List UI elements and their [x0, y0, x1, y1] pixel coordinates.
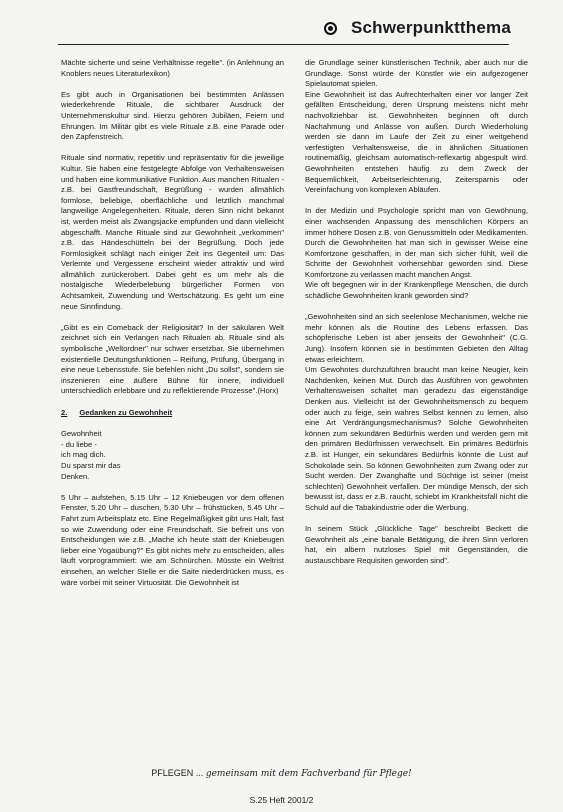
heading-number: 2. — [61, 407, 68, 417]
paragraph: In seinem Stück „Glückliche Tage" beschreibt Beckett die Gewohnheit als „eine banale Betätigung, die ihren Sinn verloren hat, ein albern nutzloses Spiel mit Gegenständen, die austauschbare Requisiten geworden sind". — [305, 524, 528, 565]
paragraph: die Grundlage seiner künstlerischen Technik, aber auch nur die Grundlage. Sonst würde der Künstler wie ein aufgezogener Spielautomat spielen. — [305, 58, 528, 89]
page-header — [324, 18, 511, 38]
paragraph: Es gibt auch in Organisationen bei bestimmten Anlässen wiederkehrende Rituale, die sichtbarer Ausdruck der Unternehmenskultur sind. Hierzu gehören Jubiläen, Feiern und Ehrungen. Im Militär gibt es viele Rituale z.B. eine Parade oder den Zapfenstreich. — [61, 89, 284, 142]
paragraph: „Gibt es ein Comeback der Religiosität? In der säkularen Welt zeichnet sich ein Verlangen nach Ritualen ab. Rituale sind als symbolische „Weltordner" nur schwer ersetzbar. Sie übernehmen existentielle Deutungsfunktionen – Reifung, Prüfung, Übergang in eine neue Lebensstufe. Sie befehlen nicht „Du sollst", sondern sie inszenieren eine äußere Bühne für innere, individuell unterschiedlich erlebbare und zu reflektierende Prozesse".(Horx) — [61, 322, 284, 396]
section-heading — [61, 408, 284, 419]
poem-line: Denken. — [61, 471, 90, 481]
quote-paragraph: „Gewohnheiten sind an sich seelenlose Mechanismen, welche nie mehr können als die Routine des Lebens erfassen. Das schöpferische Leben ist aber jenseits der Gewohnheit" (C.G. Jung). Insofern können sie in bestimmten Gebieten den Alltag etwas erleichtern. — [305, 312, 528, 364]
paragraph: 5 Uhr – aufstehen, 5.15 Uhr – 12 Kniebeugen vor dem offenen Fenster, 5.20 Uhr – duschen, 5.30 Uhr – frühstücken, 5.45 Uhr – Fahrt zum Arbeitsplatz etc. Eine Regelmäßigkeit gibt uns Halt, fast so wie Zuwendung oder eine Freundschaft. Sie befreit uns von Entscheidungen wie z.B. „Mache ich heute statt der Kniebeugen lieber eine Yogaübung?" Es gibt nichts mehr zu entscheiden, alles läuft vorprogrammiert: wie am Schnürchen. Müsste ein Weltrist einsehen, an welcher Stelle er die Saite niederdrücken muss, es wäre vorbei mit seiner Virtuosität. Die Gewohnheit ist — [61, 492, 284, 587]
footer-brand — [0, 768, 563, 779]
paragraph: Um Gewohntes durchzuführen braucht man keine Neugier, kein Nachdenken, keinen Mut. Durch das Ausführen von gewohnten Verhaltensweisen schaltet man geradezu das eigenständige Denken aus. Vielleicht ist der Gewohnheitsmensch zu bequem oder auch zu feige, sein wahres Selbst kennen zu lernen, also eine Art Verdrängungsmechanismus? Solche Gewohnheiten können zum sekundären Bedürfnis werden und werden gern mit den primären Bedürfnissen verwechselt. Ein primäres Bedürfnis z.B. ist Hunger, ein sekundäres Bedürfnis könnte die Lust auf Schokolade sein. So können Gewohnheiten zum Zwang oder zur Sucht werden. Der Zwanghafte und Süchtige ist seiner (meist schlechten) Gewohnheit verfallen. Der mündige Mensch, der sich bewusst ist, dass er z.B. raucht, schiebt im Krankheitsfall nicht die Schuld auf die Tabakindustrie oder die Werbung. — [305, 365, 528, 512]
paragraph: Mächte sicherte und seine Verhältnisse regelte". (in Anlehnung an Knoblers neues Literaturlexikon) — [61, 58, 284, 78]
poem-line: - du liebe - — [61, 439, 97, 449]
paragraph: In der Medizin und Psychologie spricht man von Gewöhnung, einer wachsenden Anpassung des menschlichen Körpers an immer höhere Dosen z.B. von Genussmitteln oder Medikamenten. Durch die Gewohnheiten hat man sich in gewisser Weise eine Komfortzone geschaffen, in der man sich sicher fühlt, weil die Schritte der Gewohnheit vorhersehbar geworden sind. Diese Komfortzone zu verlassen macht manchen Angst. — [305, 206, 528, 279]
brand-slogan: gemeinsam mit dem Fachverband für Pflege! — [205, 769, 412, 779]
left-column — [61, 58, 284, 599]
header-rule — [58, 44, 509, 45]
poem-line: Du sparst mir das — [61, 460, 121, 470]
poem-line: Gewohnheit — [61, 429, 102, 439]
section-title: Schwerpunktthema — [350, 18, 511, 37]
page-reference: S.25 Heft 2001/2 — [249, 795, 314, 805]
bullseye-icon — [324, 22, 337, 35]
question-paragraph: Wie oft begegnen wir in der Krankenpflege Menschen, die durch schädliche Gewohnheiten krank geworden sind? — [305, 280, 528, 301]
paragraph: Eine Gewohnheit ist das Aufrechterhalten einer vor langer Zeit gefällten Entscheidung, deren Ursprung meistens nicht mehr nachvollziehbar ist. Gewohnheiten beginnen oft durch Nachahmung und Anlässe von außen. Durch Wiederholung werden sie dann im Laufe der Zeit zu einer weitgehend verfestigten Verhaltensweise, die in ähnlichen Situationen routinemäßig, gleichsam automatisch-reflexartig abgespult wird. Gewohnheiten entstehen häufig zu dem Zweck der Bequemlichkeit, Arbeitserleichterung, Zeitersparnis oder Vereinfachung von komplexen Abläufen. — [305, 89, 528, 195]
brand-name: PFLEGEN ... — [151, 768, 204, 778]
paragraph: Rituale sind normativ, repetitiv und repräsentativ für die jeweilige Kultur. Sie haben eine festgelegte Abfolge von Verhaltensweisen und haben eine kommunikative Funktion. Aus manchen Ritualen - z.B. bei Gastfreundschaft, Begrüßung - wurden allmählich formlose, beliebige, oberflächliche und letztlich manchmal langweilige Angelegenheiten. Rituale, deren Sinn nicht bekannt ist, werden meist als Zwangsjacke empfunden und dann vielleicht abgeschafft. Manche Rituale sind zur Gewohnheit „verkommen" z.B. das Händeschütteln bei der Begrüßung. Doch jede Formlosigkeit schlägt nach einiger Zeit ins Gegenteil um: Das Verlernte und Vergessene erscheint wieder attraktiv und wird allmählich zurückerobert. Dabei geht es um mehr als die nostalgische Wiederbelebung bürgerlicher Formen von Achtsamkeit, Zuwendung und Wertschätzung. Es geht um eine neue Sinnfindung. — [61, 153, 284, 311]
poem — [61, 429, 284, 482]
heading-text: Gedanken zu Gewohnheit — [79, 407, 173, 417]
poem-line: ich mag dich. — [61, 450, 106, 460]
right-column — [305, 58, 528, 577]
